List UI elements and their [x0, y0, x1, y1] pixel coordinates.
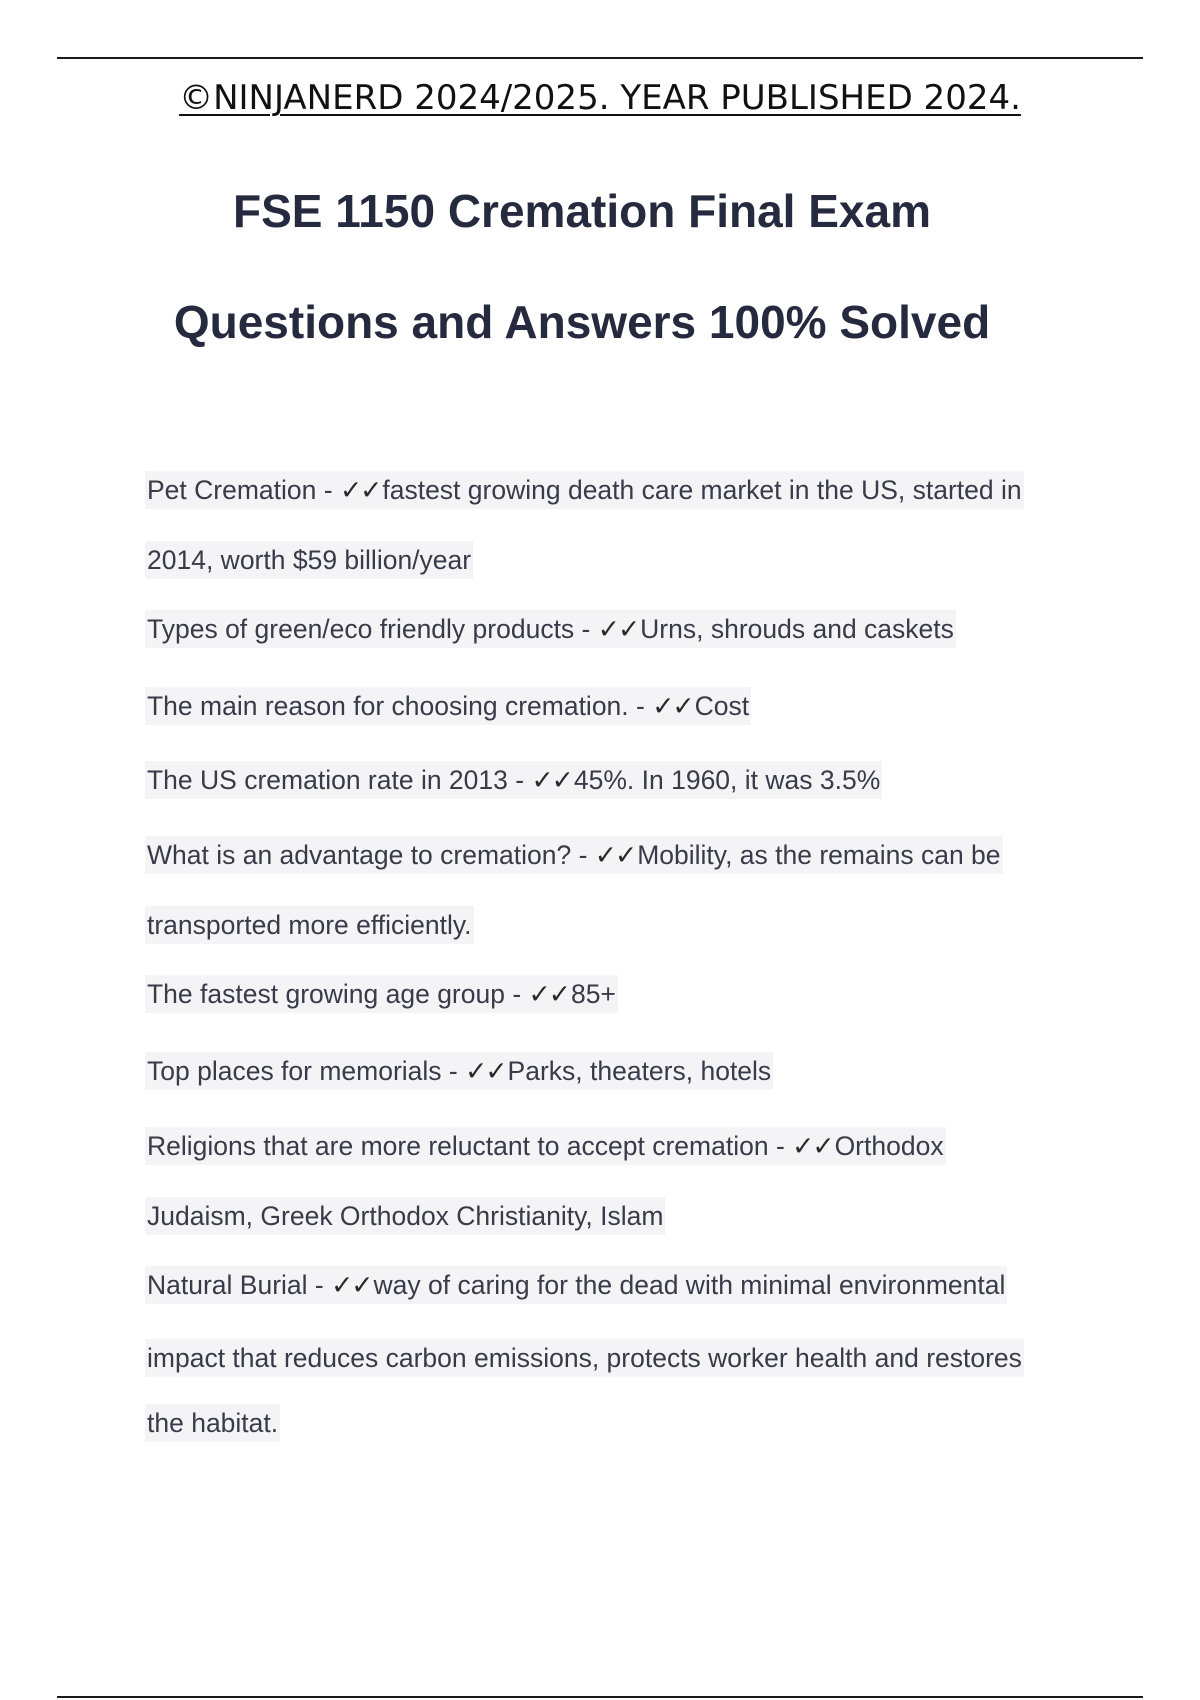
double-check-icon: ✓✓: [531, 765, 572, 795]
question-text: The US cremation rate in 2013 -: [147, 765, 532, 795]
qa-item-advantage: [145, 836, 1003, 874]
answer-text: Parks, theaters, hotels: [507, 1056, 772, 1086]
question-text: Top places for memorials -: [147, 1056, 466, 1086]
qa-item-religions: [145, 1127, 946, 1165]
answer-text: 45%. In 1960, it was 3.5%: [573, 765, 881, 795]
document-title-line-1: FSE 1150 Cremation Final Exam: [233, 185, 931, 237]
qa-item-natural-burial-cont: [145, 1339, 1024, 1377]
question-text: Types of green/eco friendly products -: [147, 614, 598, 644]
answer-text: way of caring for the dead with minimal environmental: [373, 1270, 1006, 1300]
qa-item-religions-cont: [145, 1197, 665, 1235]
qa-item-memorials: [145, 1052, 773, 1090]
question-text: Pet Cremation -: [147, 475, 340, 505]
answer-text: Mobility, as the remains can be: [637, 840, 1001, 870]
answer-text: transported more efficiently.: [147, 910, 472, 940]
double-check-icon: ✓✓: [331, 1270, 372, 1300]
double-check-icon: ✓✓: [792, 1131, 833, 1161]
question-text: Natural Burial -: [147, 1270, 332, 1300]
double-check-icon: ✓✓: [465, 1056, 506, 1086]
answer-text: 2014, worth $59 billion/year: [147, 545, 472, 575]
double-check-icon: ✓✓: [652, 691, 693, 721]
double-check-icon: ✓✓: [528, 979, 569, 1009]
top-rule: [57, 57, 1143, 59]
answer-text: impact that reduces carbon emissions, protects worker health and restores: [147, 1343, 1022, 1373]
bottom-rule: [57, 1696, 1143, 1698]
qa-item-pet-cremation-cont: [145, 541, 473, 579]
copyright-header: [0, 78, 1200, 118]
question-text: Religions that are more reluctant to accept cremation -: [147, 1131, 793, 1161]
question-text: The main reason for choosing cremation. -: [147, 691, 653, 721]
document-title-line-2: Questions and Answers 100% Solved: [173, 296, 991, 348]
qa-item-natural-burial: [145, 1266, 1007, 1304]
answer-text: Judaism, Greek Orthodox Christianity, Islam: [147, 1201, 664, 1231]
answer-text: Cost: [694, 691, 750, 721]
qa-item-advantage-cont: [145, 906, 474, 944]
answer-text: fastest growing death care market in the US, started in: [382, 475, 1022, 505]
question-text: What is an advantage to cremation? -: [147, 840, 595, 870]
question-text: The fastest growing age group -: [147, 979, 529, 1009]
answer-text: 85+: [570, 979, 616, 1009]
qa-item-green-products: [145, 610, 956, 648]
qa-item-main-reason: [145, 687, 751, 725]
double-check-icon: ✓✓: [339, 475, 381, 505]
qa-item-natural-burial-cont-2: [145, 1404, 280, 1442]
answer-text: Orthodox: [834, 1131, 944, 1161]
qa-item-us-rate: [145, 761, 882, 799]
answer-text: the habitat.: [147, 1408, 279, 1438]
answer-text: Urns, shrouds and caskets: [640, 614, 954, 644]
double-check-icon: ✓✓: [597, 614, 639, 644]
double-check-icon: ✓✓: [594, 840, 636, 870]
qa-item-pet-cremation: [145, 471, 1024, 509]
copyright-text: ©NINJANERD 2024/2025. YEAR PUBLISHED 2024.: [179, 78, 1021, 118]
qa-item-age-group: [145, 975, 618, 1013]
